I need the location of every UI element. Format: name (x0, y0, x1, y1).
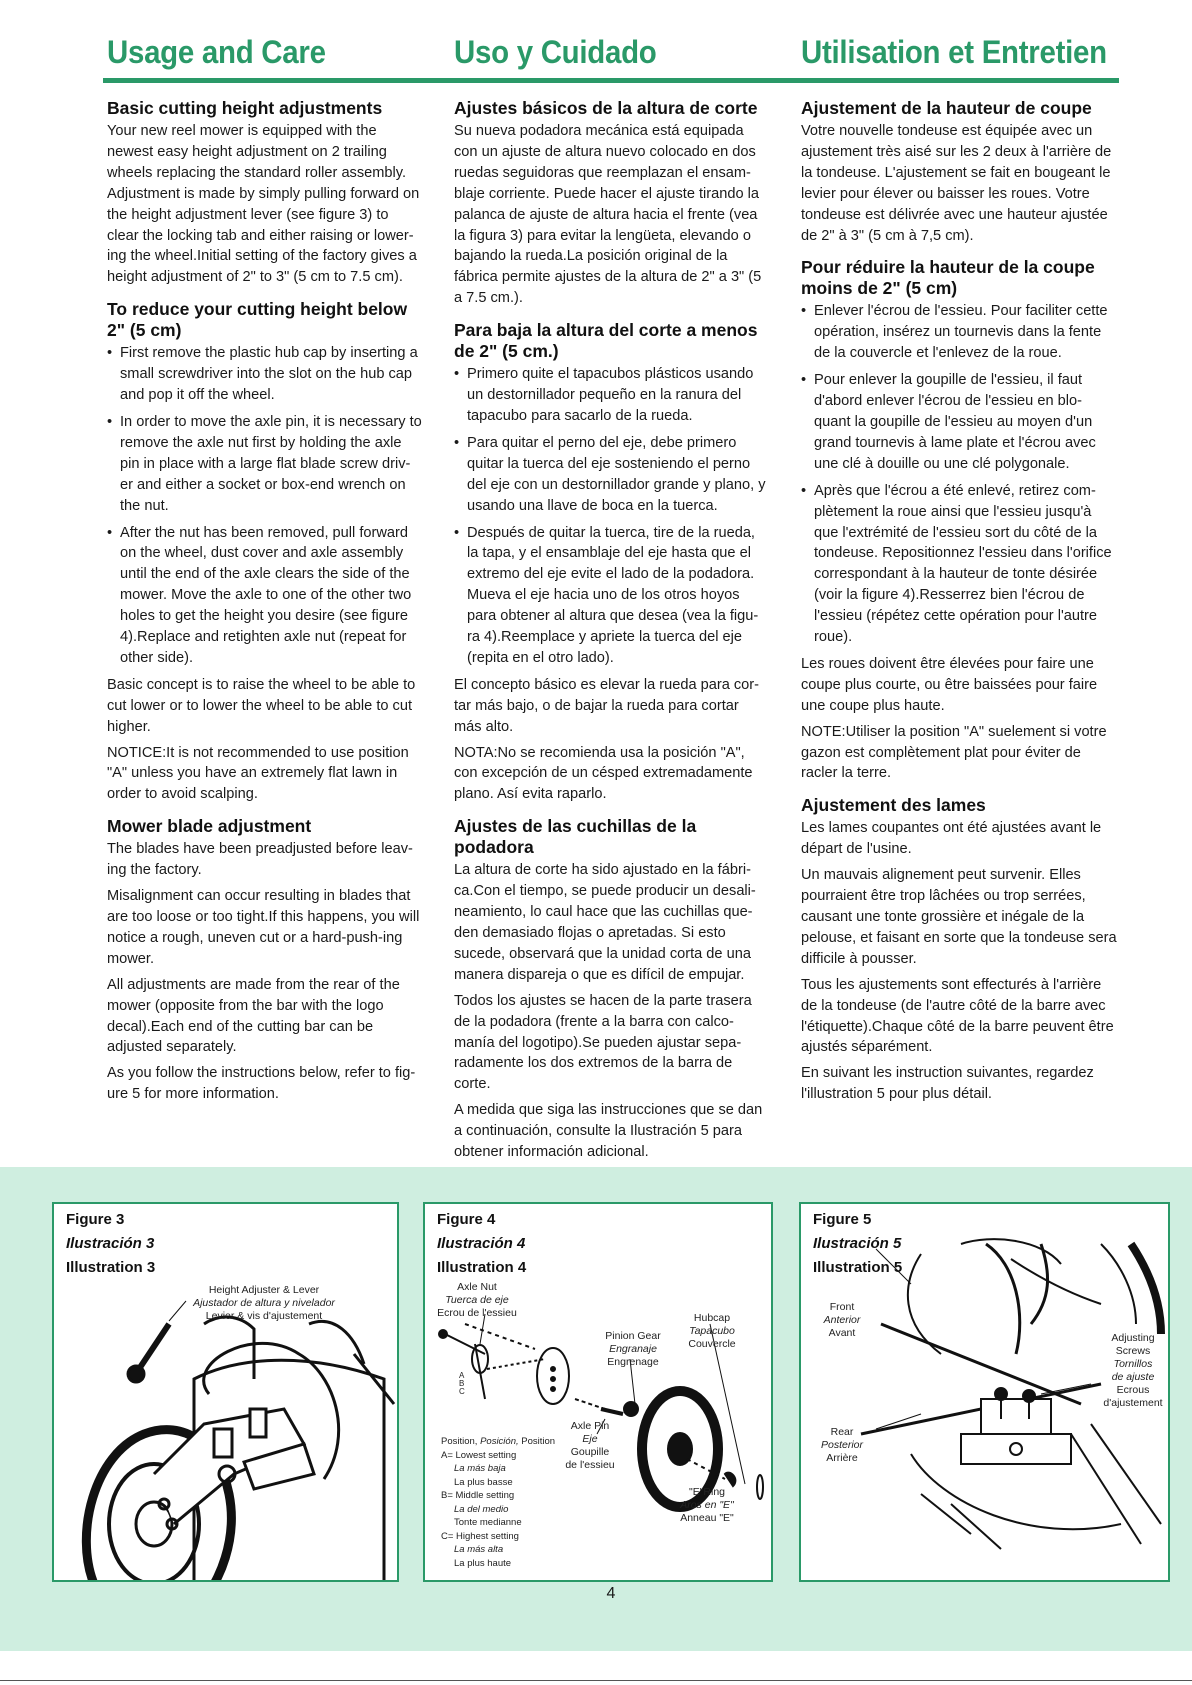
heading-ajustes-cuchillas: Ajustes de las cuchillas de la podadora (454, 816, 697, 858)
figure-4 (423, 1202, 773, 1582)
figure-3 (52, 1202, 399, 1582)
position-c-fr: La plus haute (454, 1557, 512, 1569)
paragraph: The blades have been preadjusted before leav-ing the factory. (107, 841, 413, 879)
caption-positions (441, 1435, 571, 1570)
caption-fr: de l'essieu (565, 1459, 615, 1471)
bullet-item: • Después de quitar la tuerca, tire de la rueda, la tapa, y el ensamblaje del eje hasta que el extremo del eje evite el lado de la podadora. Mueva el eje hacia uno de los otros hoyos para obtener al altura que desea (vea la figu-ra 4).Reemplace y apriete la tuerca del eje (repita en el otro lado). (454, 523, 770, 669)
caption-es: Aros en "E" (680, 1499, 734, 1511)
column-french (801, 98, 1117, 1110)
caption-axle-nut (427, 1281, 527, 1320)
figure-label-es: Ilustración 4 (437, 1235, 526, 1252)
caption-es: Ajustador de altura y nivelador (193, 1297, 335, 1309)
caption-es: Anterior (823, 1314, 861, 1326)
caption-es: Tapacubo (689, 1325, 735, 1337)
caption-fr: Arrière (826, 1452, 858, 1464)
caption-es: Tornillos (1113, 1358, 1153, 1370)
bullet-item: • Après que l'écrou a été enlevé, retirez com-plètement la roue ainsi que l'essieu jusqu'à que l'extrémité de l'essieu sort du côté de la tondeuse. Repositionnez l'essieu dans l'orifice correspondant à la hauteur de tonte désirée (voir la figure 4).Resserrez bien l'écrou de l'essieu (répétez cette opération pour l'autre roue). (801, 481, 1117, 648)
caption-adjusting-screws (1097, 1332, 1169, 1410)
paragraph: A medida que siga las instrucciones que se dan a continuación, consulte la Ilustración 5 para obtener información adicional. (454, 1102, 763, 1161)
paragraph: All adjustments are made from the rear of the mower (opposite from the bar with the logo decal).Each end of the cutting bar can be adjusted separately. (107, 976, 400, 1056)
caption-fr: Position (521, 1436, 556, 1447)
paragraph: Les lames coupantes ont été ajustées avant le départ de l'usine. (801, 820, 1102, 858)
notice-paragraph: NOTICE:It is not recommended to use position "A" unless you have an extremely flat lawn in order to avoid scalping. (107, 744, 409, 803)
caption-pinion-gear (593, 1330, 673, 1369)
caption-en: Hubcap (693, 1312, 731, 1324)
hole-label-c: C (459, 1387, 465, 1396)
heading-mower-blade-adjustment: Mower blade adjustment (107, 816, 312, 837)
figure-5-label (813, 1208, 902, 1280)
caption-fr: Levier & vis d'ajustement (205, 1310, 323, 1322)
caption-en: Position, (441, 1436, 478, 1447)
caption-fr: Goupille (570, 1446, 610, 1458)
caption-en: Front (829, 1301, 855, 1313)
caption-rear (813, 1426, 871, 1465)
caption-es: Engranaje (609, 1343, 657, 1355)
heading-basic-cutting-height: Basic cutting height adjustments (107, 98, 383, 118)
caption-en: Axle Nut (457, 1281, 497, 1293)
bullet-item: • Enlever l'écrou de l'essieu. Pour faciliter cette opération, insérez un tournevis dans la fente de la couvercle et l'enlevez de la roue. (801, 301, 1117, 364)
paragraph: La altura de corte ha sido ajustado en la fábri-ca.Con el tiempo, se puede producir un desali-neamiento, lo caul hace que las cuchillas que-den demasiado flojas o apretadas. Si esto sucede, observará que la unidad corta de una manera dispareja o que es difícil de empujar. (454, 862, 756, 983)
caption-es: Posición, (480, 1436, 519, 1447)
notice-paragraph: NOTE:Utiliser la position "A" suelement si votre gazon est complètement plat pour éviter de racler la terre. (801, 723, 1107, 782)
figure-label-es: Ilustración 3 (66, 1235, 155, 1252)
caption-fr: Couvercle (688, 1338, 736, 1350)
bullet-item: • Primero quite el tapacubos plásticos usando un destornillador pequeño en la ranura del tapacubo para sacarlo de la rueda. (454, 364, 770, 427)
caption-front (813, 1301, 871, 1340)
heading-ajustes-basicos: Ajustes básicos de la altura de corte (454, 98, 758, 118)
bullet-list (454, 364, 770, 669)
position-a-es: La más baja (454, 1463, 506, 1474)
heading-reduire-hauteur: Pour réduire la hauteur de la coupe moins de 2" (5 cm) (801, 257, 1095, 299)
figure-label-fr: Illustration 5 (813, 1259, 903, 1276)
bullet-item: • First remove the plastic hub cap by inserting a small screwdriver into the slot on the hub cap and pop it off the wheel. (107, 343, 423, 406)
paragraph: El concepto básico es elevar la rueda para cor-tar más bajo, o de bajar la rueda para cortar más alto. (454, 676, 760, 735)
bullet-item: • After the nut has been removed, pull forward on the wheel, dust cover and axle assembly until the end of the axle clears the side of the mower. Move the axle to one of the other two holes to get the height you desire (see figure 4).Replace and retighten axle nut (repeat for other side). (107, 523, 423, 669)
figure-label-en: Figure 5 (813, 1211, 872, 1228)
paragraph: Un mauvais alignement peut survenir. Elles pourraient être trop lâchées ou trop serrées, causant une tonte grossière et inégale de la pelouse, et faisant en sorte que la tondeuse sera difficile à pousser. (801, 867, 1117, 967)
position-a-fr: La plus basse (454, 1476, 513, 1488)
figure-5 (799, 1202, 1170, 1582)
caption-en: Adjusting (1111, 1332, 1155, 1344)
caption-es: Tuerca de eje (445, 1294, 509, 1306)
caption-e-ring (657, 1486, 757, 1525)
column-english (107, 98, 423, 1110)
caption-es: Posterior (820, 1439, 863, 1451)
heading-reduce-cutting-height: To reduce your cutting height below 2" (5 cm) (107, 299, 408, 341)
paragraph: Misalignment can occur resulting in blades that are too loose or too tight.If this happens, you will notice a rough, uneven cut or a hard-push-ing mower. (107, 888, 420, 967)
caption-fr: Engrenage (607, 1356, 659, 1368)
figure-3-label (66, 1208, 155, 1280)
position-b-en: B= Middle setting (441, 1490, 515, 1501)
figure-label-es: Ilustración 5 (813, 1235, 902, 1252)
bullet-list (801, 301, 1117, 648)
figure-label-en: Figure 3 (66, 1211, 125, 1228)
paragraph: As you follow the instructions below, refer to fig-ure 5 for more information. (107, 1065, 416, 1103)
position-title (441, 1435, 571, 1449)
paragraph: Les roues doivent être élevées pour faire une coupe plus courte, ou être baissées pour faire une coupe plus haute. (801, 655, 1098, 714)
hole-label-a: A (459, 1371, 465, 1380)
caption-fr: Anneau "E" (680, 1512, 734, 1524)
figure-label-fr: Illustration 3 (66, 1259, 156, 1276)
bottom-divider (0, 1680, 1192, 1681)
caption-hubcap (677, 1312, 747, 1351)
position-c-es: La más alta (454, 1544, 504, 1555)
heading-ajustement-lames: Ajustement des lames (801, 795, 986, 816)
column-spanish (454, 98, 770, 1168)
bullet-item: • Pour enlever la goupille de l'essieu, il faut d'abord enlever l'écrou de l'essieu en blo-quant la goupille de l'essieu au moyen d'un grand tournevis à lame plate et l'écrou avec une clé à douille ou une clé polygonale. (801, 370, 1117, 475)
header-utilisation-et-entretien: Utilisation et Entretien (801, 34, 1107, 70)
paragraph: Su nueva podadora mecánica está equipada con un ajuste de altura nuevo colocado en dos ruedas seguidoras que reemplazan el ensam-blaje corriente. Puede hacer el ajuste tirando la palanca de ajuste de altura hacia el frente (vea la figura 3) para evitar la lengüeta, elevando o bajando la rueda.La posición original de la fábrica permite ajustes de la altura de 2" a 3" (5 a 7.5 cm.). (454, 123, 762, 307)
caption-es: de ajuste (1111, 1371, 1155, 1383)
figure-label-fr: Illustration 4 (437, 1259, 527, 1276)
header-rule (103, 78, 1119, 83)
heading-ajustement-hauteur: Ajustement de la hauteur de coupe (801, 98, 1092, 118)
caption-holes (459, 1372, 473, 1396)
position-a-en: A= Lowest setting (441, 1449, 517, 1461)
paragraph: Tous les ajustements sont effecturés à l'arrière de la tondeuse (de l'autre côté de la barre avec l'étiquette).Chaque côté de la barre peuvent être ajustés séparément. (801, 976, 1114, 1056)
notice-paragraph: NOTA:No se recomienda usa la posición "A", con excepción de un césped extremadamente plano. Así evita raparlo. (454, 744, 753, 803)
hole-label-b: B (459, 1379, 465, 1388)
paragraph: Votre nouvelle tondeuse est équipée avec un ajustement très aisé sur les 2 deux à l'arrière de la tondeuse. L'ajustement se fait en bougeant le levier pour élever ou baisser les roues. Votre tondeuse est délivrée avec une hauteur ajustée de 2" à 3" (5 cm à 7,5 cm). (801, 123, 1112, 244)
page-number: 4 (606, 1585, 616, 1602)
caption-fr: d'ajustement (1103, 1397, 1163, 1409)
figure-label-en: Figure 4 (437, 1211, 496, 1228)
bullet-list (107, 343, 423, 669)
caption-en: Axle Pin (570, 1420, 610, 1432)
caption-en: "E"Ring (688, 1486, 726, 1498)
caption-en: Height Adjuster & Lever (208, 1284, 320, 1296)
header-usage-and-care: Usage and Care (107, 34, 326, 70)
caption-height-adjuster (154, 1284, 374, 1323)
heading-baja-altura: Para baja la altura del corte a menos de 2" (5 cm.) (454, 320, 758, 362)
paragraph: Todos los ajustes se hacen de la parte trasera de la podadora (frente a la barra con calco-manía del logotipo).Se pueden ajustar sepa-radamente los dos extremos de la barra de corte. (454, 992, 752, 1093)
caption-fr: Avant (828, 1327, 856, 1339)
caption-en: Screws (1115, 1345, 1151, 1357)
bullet-item: • In order to move the axle pin, it is necessary to remove the axle nut first by holding the axle pin in place with a large flat blade screw driv-er and either a socket or box-end wrench on the nut. (107, 412, 423, 517)
caption-es: Eje (582, 1433, 598, 1445)
paragraph: En suivant les instruction suivantes, regardez l'illustration 5 pour plus détail. (801, 1065, 1094, 1103)
position-c-en: C= Highest setting (441, 1530, 519, 1542)
position-b-es: La del medio (454, 1503, 509, 1515)
position-b-fr: Tonte medianne (454, 1517, 522, 1528)
figure-4-label (437, 1208, 526, 1280)
caption-en: Rear (830, 1426, 854, 1438)
paragraph: Your new reel mower is equipped with the newest easy height adjustment on 2 trailing wheels replacing the standard roller assembly. Adjustment is made by simply pulling forward on the height adjustment lever (see figure 3) to clear the locking tab and either raising or lower-ing the wheel.Initial setting of the factory gives a height adjustment of 2" to 3" (5 cm to 7.5 cm). (107, 123, 420, 286)
caption-fr: Ecrous (1116, 1384, 1150, 1396)
paragraph: Basic concept is to raise the wheel to be able to cut lower or to lower the wheel to be able to cut higher. (107, 676, 416, 735)
header-uso-y-cuidado: Uso y Cuidado (454, 34, 657, 70)
caption-fr: Ecrou de l'essieu (437, 1307, 517, 1319)
bullet-item: • Para quitar el perno del eje, debe primero quitar la tuerca del eje sosteniendo el perno del eje con un destornillador grande y plano, y usando una llave de boca en la tuerca. (454, 433, 770, 517)
caption-en: Pinion Gear (605, 1330, 661, 1342)
